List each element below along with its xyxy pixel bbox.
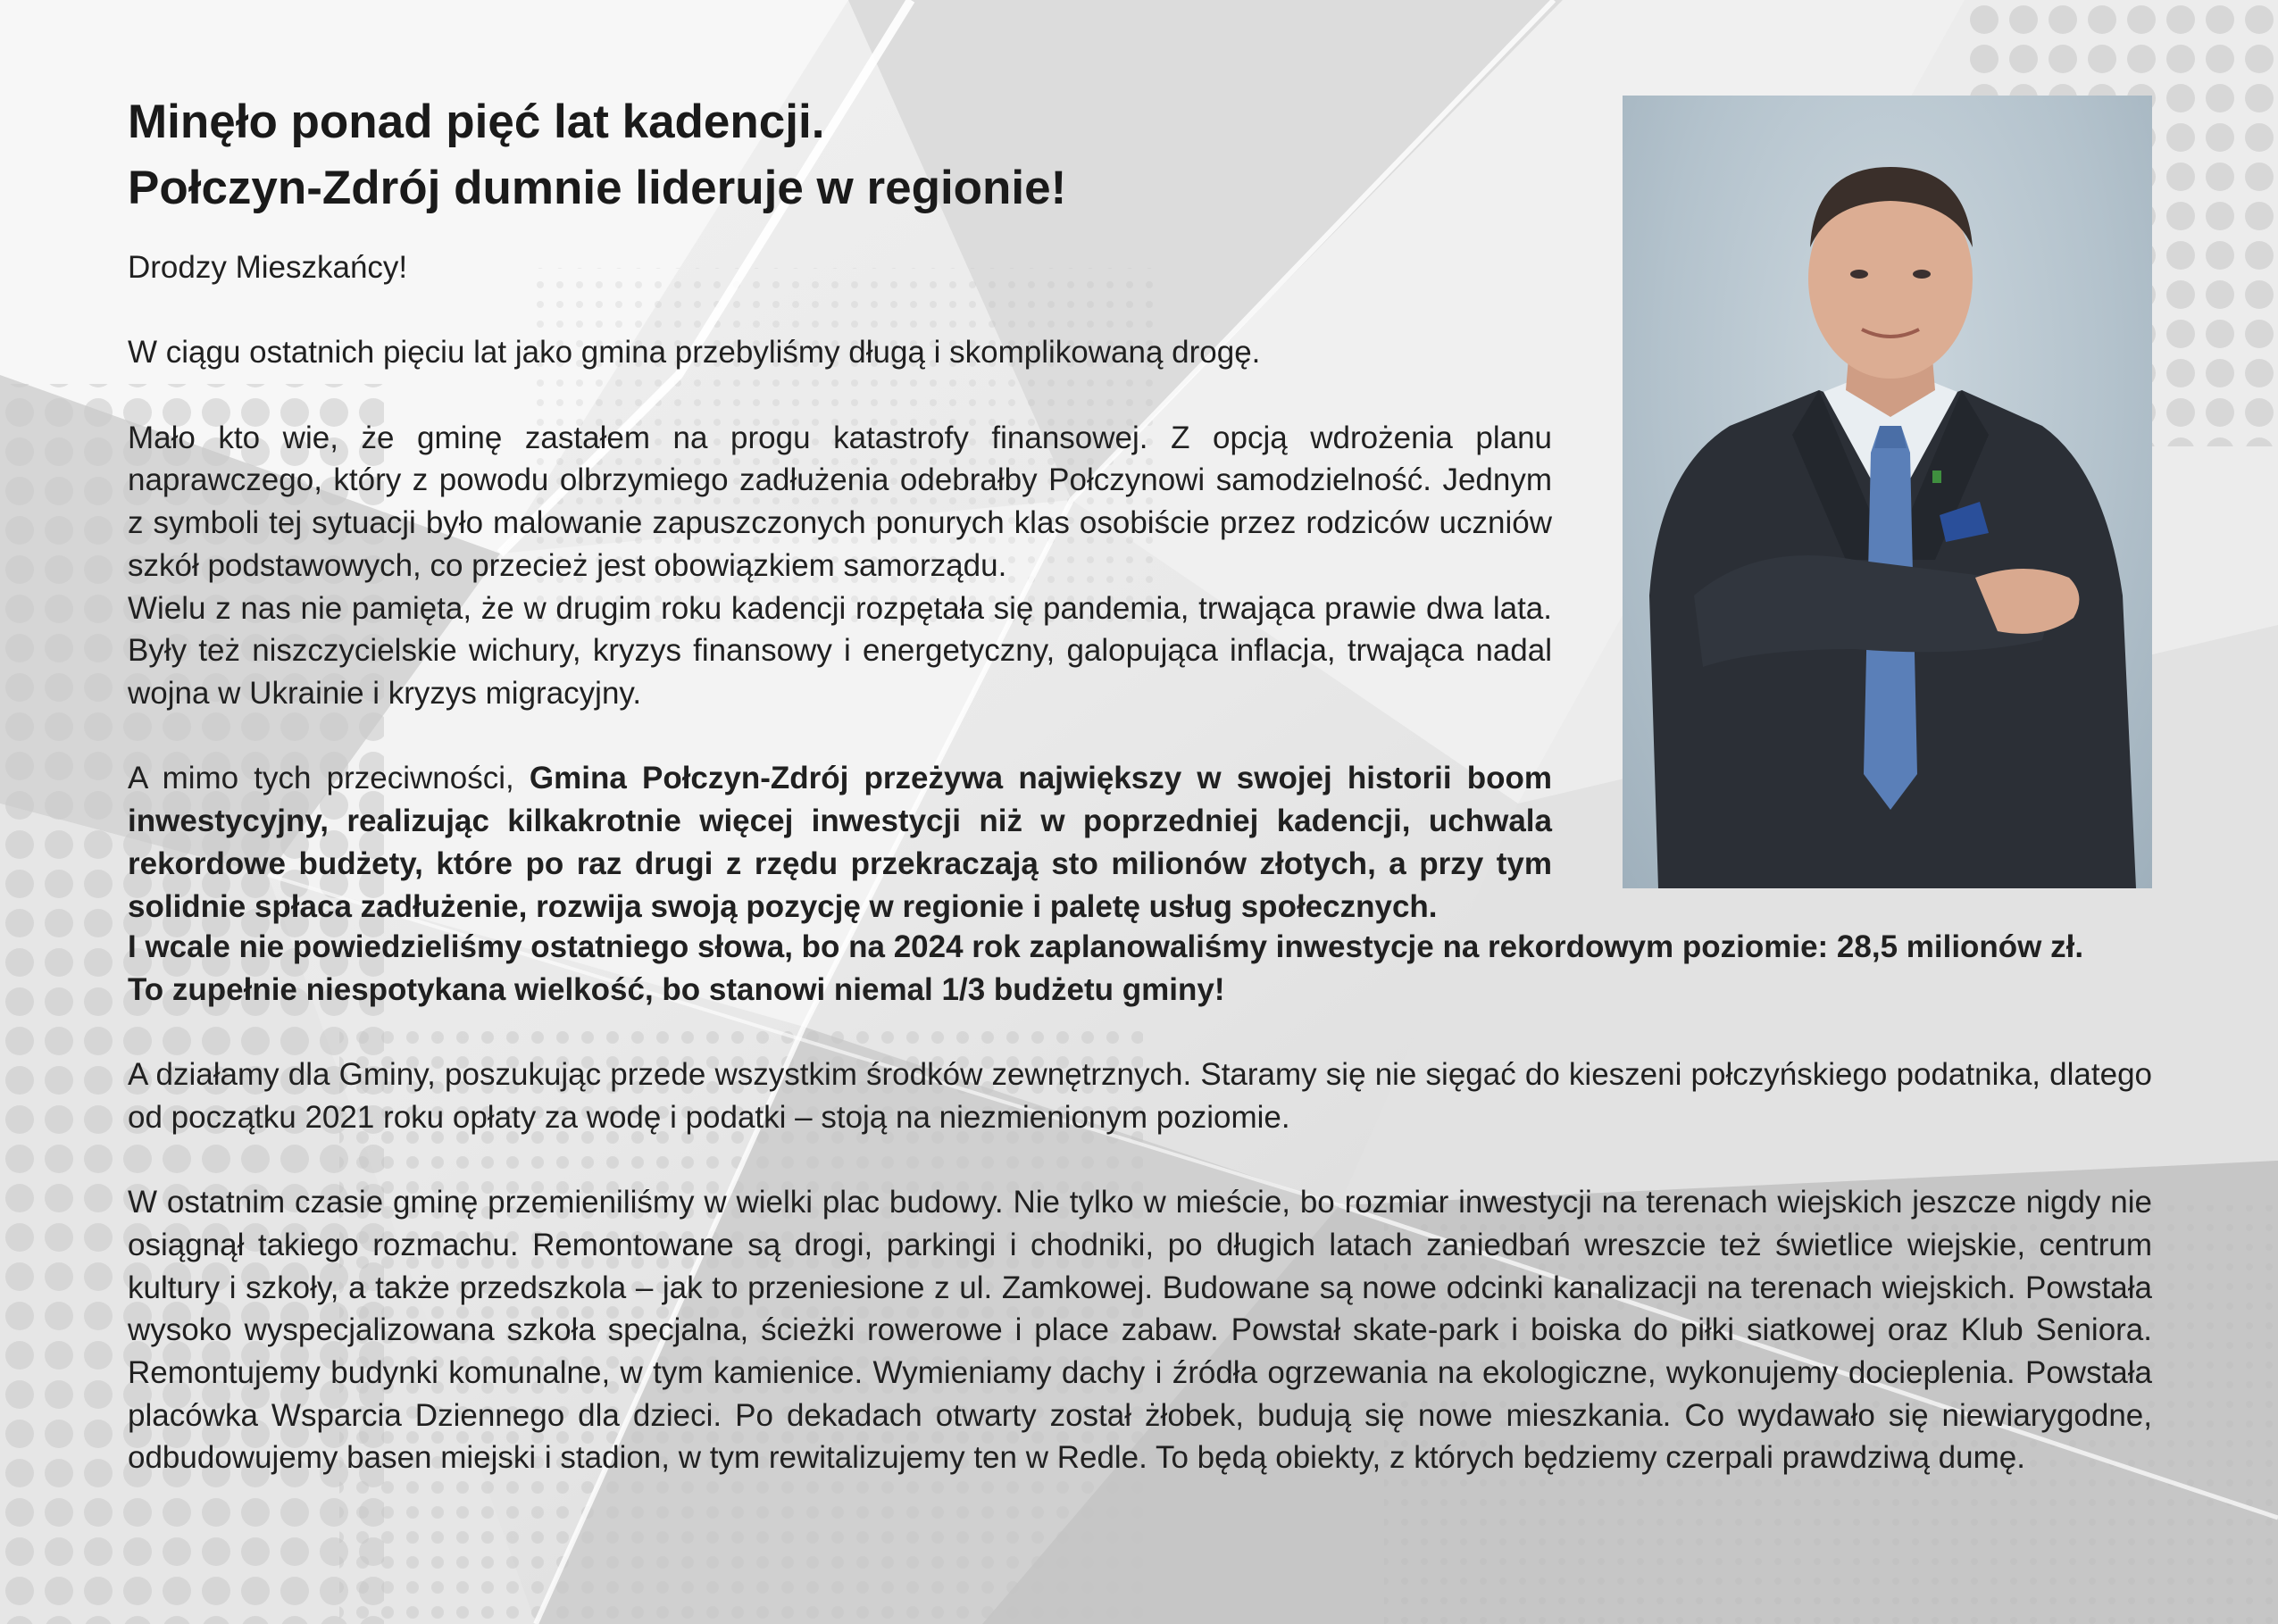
letter-upper-column [128,246,1552,928]
letter-lower-column [128,926,2152,1479]
investment-highlight: Gmina Połczyn-Zdrój przeżywa największy w swojej historii boom inwestycyjny, realizując kilkakrotnie więcej inwestycji niż w poprzedniej kadencji, uchwala rekordowe budżety, które po raz drugi z rzędu przekraczają sto milionów złotych, a przy tym solidnie spłaca zadłużenie, rozwija swoją pozycję w regionie i paletę usług społecznych. [128,761,1552,924]
mayor-portrait-photo [1623,96,2152,888]
title-line-2: Połczyn-Zdrój dumnie lideruje w regionie! [128,162,1067,214]
page-title [128,89,1556,221]
greeting: Drodzy Mieszkańcy! [128,250,408,285]
title-line-1: Minęło ponad pięć lat kadencji. [128,96,825,148]
paragraph-external-funding: A działamy dla Gminy, poszukując przede wszystkim środków zewnętrznych. Staramy się nie sięgać do kieszeni połczyńskiego podatnika, dlatego od początku 2021 roku opłaty za wodę i podatki – stoją na niezmienionym poziomie. [128,1057,2152,1135]
paragraph-investment-boom [128,757,1552,928]
paragraph-journey: W ciągu ostatnich pięciu lat jako gmina przebyliśmy długą i skomplikowaną drogę. [128,335,1261,371]
paragraph-construction: W ostatnim czasie gminę przemieniliśmy w wielki plac budowy. Nie tylko w mieście, bo rozmiar inwestycji na terenach wiejskich jeszcze nigdy nie osiągnął takiego rozmachu. Remontowane są drogi, parkingi i chodniki, po długich latach zaniedbań wreszcie też świetlice wiejskie, centrum kultury i szkoły, a także przedszkola – jak to przeniesione z ul. Zamkowej. Budowane są nowe odcinki kanalizacji na terenach wiejskich. Powstała wysoko wyspecjalizowana szkoła specjalna, ścieżki rowerowe i place zabaw. Powstał skate-park i boiska do piłki siatkowej oraz Klub Seniora. Remontujemy budynki komunalne, w tym kamienice. Wymieniamy dachy i źródła ogrzewania na ekologiczne, wykonujemy docieplenia. Powstała placówka Wsparcia Dziennego dla dzieci. Po dekadach otwarty został żłobek, budują się nowe mieszkania. Co wydawało się niewiarygodne, odbudowujemy basen miejski i stadion, w tym rewitalizujemy ten w Redle. To będą obiekty, z których będziemy czerpali prawdziwą dumę. [128,1185,2152,1476]
paragraph-financial-crisis: Mało kto wie, że gminę zastałem na progu katastrofy finansowej. Z opcją wdrożenia planu naprawczego, który z powodu olbrzymiego zadłużenia odebrałby Połczynowi samodzielność. Jednym z symboli tej sytuacji było malowanie zapuszczonych ponurych klas osobiście przez rodziców uczniów szkół podstawowych, co przecież jest obowiązkiem samorządu. [128,420,1552,583]
investment-intro: A mimo tych przeciwności, [128,761,530,796]
record-investment-line: I wcale nie powiedzieliśmy ostatniego słowa, bo na 2024 rok zaplanowaliśmy inwestycje na rekordowym poziomie: 28,5 milionów zł. [128,929,2084,964]
budget-share-line: To zupełnie niespotykana wielkość, bo stanowi niemal 1/3 budżetu gminy! [128,971,1225,1007]
paragraph-pandemic: Wielu z nas nie pamięta, że w drugim roku kadencji rozpętała się pandemia, trwająca prawie dwa lata. Były też niszczycielskie wichury, kryzys finansowy i energetyczny, galopująca inflacja, trwająca nadal wojna w Ukrainie i kryzys migracyjny. [128,590,1552,711]
